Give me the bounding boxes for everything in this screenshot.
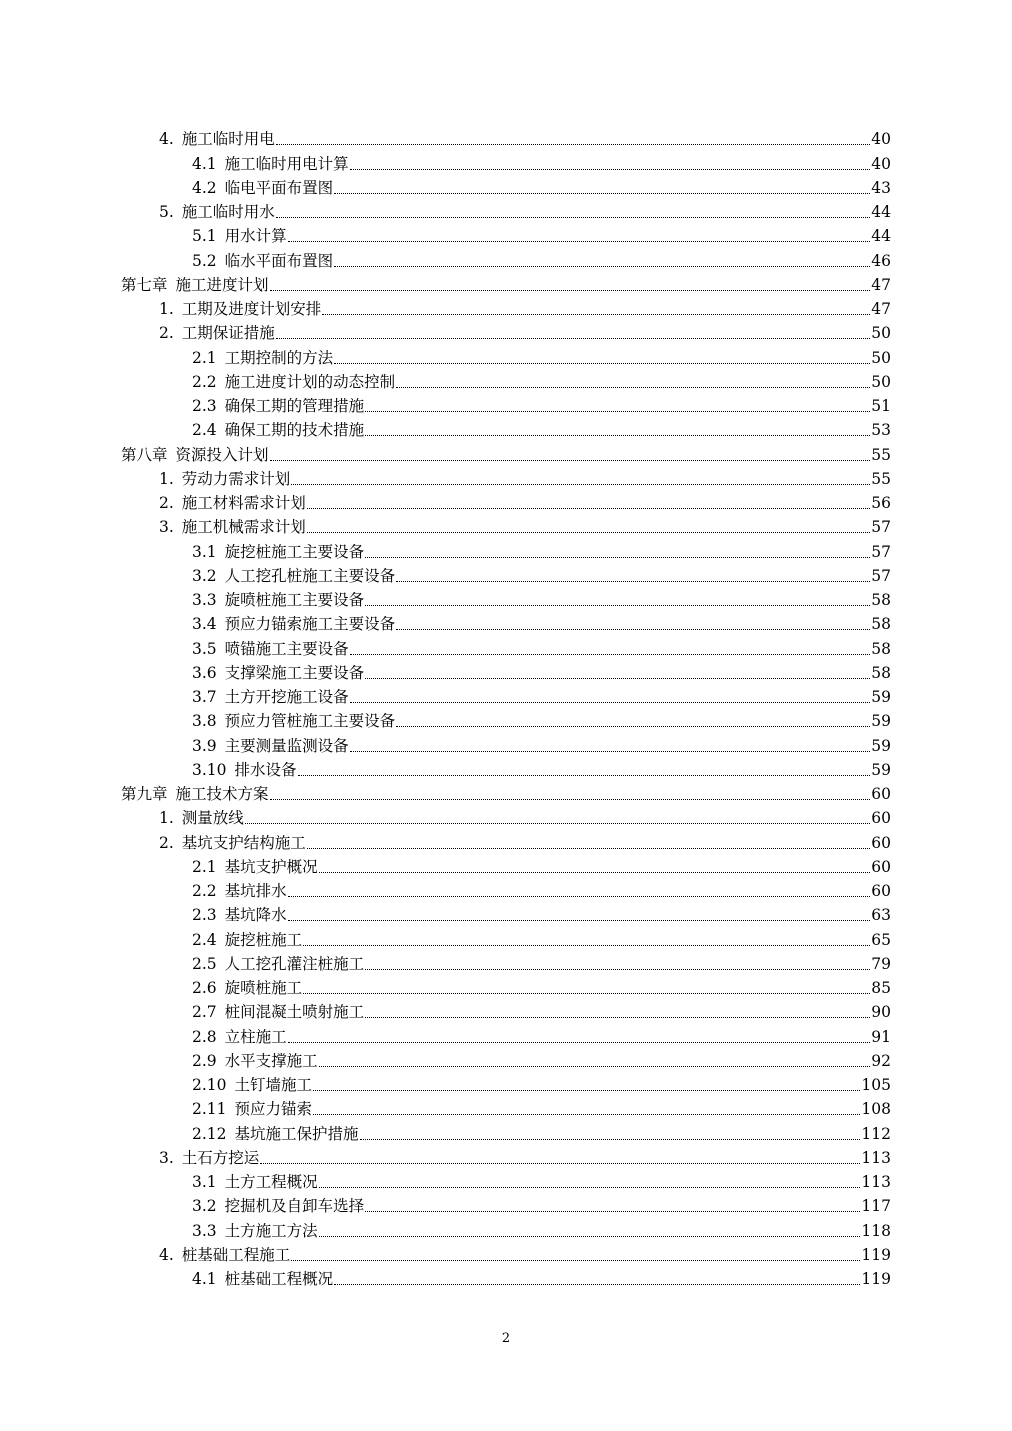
toc-entry[interactable] [121,806,891,830]
toc-entry-number: 第七章 [121,275,168,294]
toc-entry[interactable] [121,612,891,636]
toc-entry-title: 基坑降水 [224,906,287,925]
toc-entry[interactable] [121,151,891,175]
dot-leader [334,176,870,200]
dot-leader [365,1194,860,1218]
toc-entry-title: 测量放线 [181,809,244,828]
toc-entry-number: 3.4 [192,615,217,634]
dot-leader [319,855,871,879]
toc-entry-number: 3.3 [192,1221,217,1240]
toc-entry-title: 用水计算 [224,227,287,246]
toc-entry-title: 土方开挖施工设备 [224,688,349,706]
toc-entry-title: 支撑梁施工主要设备 [224,663,365,682]
toc-entry-number: 2.11 [192,1100,227,1119]
toc-entry-page: 60 [871,833,891,852]
toc-entry-title: 土钉墙施工 [234,1076,313,1094]
toc-entry[interactable] [121,1121,891,1145]
toc-entry-title: 劳动力需求计划 [181,469,291,488]
dot-leader [334,346,870,370]
toc-entry-number: 5. [159,203,174,221]
dot-leader [360,1122,861,1146]
toc-entry[interactable] [121,1194,891,1218]
toc-entry-number: 2.1 [192,348,217,367]
toc-entry[interactable] [121,442,891,466]
toc-entry-page: 58 [871,591,891,609]
toc-entry[interactable] [121,564,891,588]
toc-entry-page: 91 [871,1027,891,1046]
dot-leader [365,952,870,976]
toc-entry-page: 50 [871,348,891,367]
toc-entry-title: 施工技术方案 [175,785,269,803]
toc-entry-title: 旋喷桩施工主要设备 [224,591,365,609]
toc-entry-page: 57 [871,566,891,585]
toc-entry-number: 3.9 [192,736,217,755]
toc-entry-page: 59 [871,688,891,706]
toc-entry-number: 2.2 [192,882,217,900]
toc-entry-page: 43 [871,178,891,197]
toc-entry-page: 40 [871,154,891,173]
toc-entry-page: 59 [871,736,891,755]
toc-entry-title: 工期及进度计划安排 [181,300,322,318]
dot-leader [322,297,870,321]
toc-entry-title: 桩间混凝土喷射施工 [224,1003,365,1022]
toc-entry-page: 51 [871,397,891,415]
toc-entry-page: 40 [871,130,891,149]
toc-entry-number: 4.2 [192,178,217,197]
toc-entry[interactable] [121,297,891,321]
dot-leader [313,1073,860,1097]
toc-entry-page: 60 [871,785,891,803]
table-of-contents [121,127,891,1291]
dot-leader [396,612,870,636]
toc-entry-number: 5.1 [192,227,217,246]
toc-entry-number: 第八章 [121,445,168,464]
toc-entry-number: 3.2 [192,566,217,585]
toc-entry-number: 第九章 [121,785,168,803]
toc-entry-title: 排水设备 [234,760,297,779]
dot-leader [365,540,870,564]
toc-entry[interactable] [121,127,891,151]
toc-entry-number: 2.4 [192,421,217,440]
toc-entry-title: 临电平面布置图 [224,178,334,197]
toc-entry[interactable] [121,879,891,903]
toc-entry-page: 58 [871,663,891,682]
toc-entry-page: 59 [871,760,891,779]
toc-entry-number: 2. [159,494,174,512]
toc-entry-title: 挖掘机及自卸车选择 [224,1197,365,1216]
toc-entry[interactable] [121,976,891,1000]
toc-entry-title: 施工材料需求计划 [181,494,306,512]
toc-entry-title: 工期保证措施 [181,324,275,343]
toc-entry-page: 63 [871,906,891,925]
toc-entry-number: 3.2 [192,1197,217,1216]
dot-leader [350,685,871,709]
dot-leader [396,564,870,588]
toc-entry-title: 施工进度计划的动态控制 [224,372,396,391]
toc-entry-number: 3.10 [192,760,227,779]
toc-entry[interactable] [121,345,891,369]
toc-entry-number: 2.9 [192,1051,217,1070]
toc-entry-page: 53 [871,421,891,440]
toc-entry[interactable] [121,1146,891,1170]
toc-entry-title: 施工临时用电计算 [224,154,349,173]
toc-entry-number: 2.10 [192,1076,227,1094]
toc-entry-number: 2. [159,324,174,343]
dot-leader [303,928,870,952]
toc-entry-number: 4. [159,1245,174,1264]
dot-leader [319,1170,861,1194]
dot-leader [307,831,870,855]
toc-entry-title: 旋挖桩施工 [224,930,303,949]
toc-entry[interactable] [121,1000,891,1024]
toc-entry-page: 58 [871,615,891,634]
toc-entry-page: 117 [861,1197,891,1216]
dot-leader [334,1267,860,1291]
toc-entry-title: 预应力锚索施工主要设备 [224,615,396,634]
toc-entry[interactable] [121,1097,891,1121]
dot-leader [365,588,870,612]
toc-entry-number: 2.3 [192,906,217,925]
toc-entry-number: 2.12 [192,1124,227,1143]
toc-entry-title: 主要测量监测设备 [224,736,349,755]
dot-leader [365,1000,870,1024]
toc-entry-title: 预应力锚索 [234,1100,313,1119]
toc-entry[interactable] [121,636,891,660]
toc-entry-page: 85 [871,979,891,997]
toc-entry[interactable] [121,1170,891,1194]
toc-entry[interactable] [121,758,891,782]
toc-entry-title: 施工进度计划 [175,275,269,294]
toc-entry-page: 57 [871,518,891,537]
toc-entry[interactable] [121,661,891,685]
toc-entry-title: 桩基础工程施工 [181,1245,291,1264]
toc-entry-title: 资源投入计划 [175,445,269,464]
dot-leader [270,273,871,297]
dot-leader [291,467,870,491]
dot-leader [291,1243,860,1267]
toc-entry[interactable] [121,515,891,539]
toc-entry-page: 50 [871,324,891,343]
toc-entry-title: 桩基础工程概况 [224,1270,334,1288]
toc-entry-number: 3.3 [192,591,217,609]
toc-entry[interactable] [121,1218,891,1242]
toc-entry[interactable] [121,1024,891,1048]
toc-entry-page: 57 [871,542,891,561]
dot-leader [396,709,870,733]
toc-entry-title: 旋挖桩施工主要设备 [224,542,365,561]
toc-entry-page: 60 [871,882,891,900]
toc-entry-page: 113 [861,1148,891,1167]
toc-entry-page: 90 [871,1003,891,1022]
dot-leader [270,782,871,806]
dot-leader [260,1146,860,1170]
toc-entry-title: 基坑施工保护措施 [234,1124,359,1143]
toc-entry[interactable] [121,685,891,709]
dot-leader [288,903,871,927]
toc-entry-number: 5.2 [192,251,217,270]
toc-entry-page: 60 [871,857,891,876]
toc-entry-page: 55 [871,469,891,488]
dot-leader [313,1097,860,1121]
toc-entry-number: 2.1 [192,857,217,876]
toc-entry-page: 92 [871,1051,891,1070]
toc-entry[interactable] [121,733,891,757]
toc-entry-title: 预应力管桩施工主要设备 [224,712,396,731]
dot-leader [307,515,870,539]
dot-leader [319,1049,871,1073]
toc-entry[interactable] [121,224,891,248]
toc-entry-page: 113 [861,1173,891,1191]
toc-entry-page: 105 [861,1076,891,1094]
toc-entry-number: 1. [159,809,174,828]
toc-entry-page: 46 [871,251,891,270]
toc-entry-title: 旋喷桩施工 [224,979,303,997]
toc-entry-page: 55 [871,445,891,464]
toc-entry-title: 土方工程概况 [224,1173,318,1191]
dot-leader [307,491,870,515]
toc-entry[interactable] [121,370,891,394]
toc-entry-number: 2.6 [192,979,217,997]
toc-entry-page: 44 [871,227,891,246]
toc-entry-number: 4. [159,130,174,149]
toc-entry[interactable] [121,394,891,418]
toc-entry[interactable] [121,952,891,976]
toc-entry[interactable] [121,1049,891,1073]
toc-entry-title: 施工临时用电 [181,130,275,149]
toc-entry[interactable] [121,782,891,806]
toc-entry[interactable] [121,1267,891,1291]
toc-entry-page: 47 [871,275,891,294]
toc-entry-number: 4.1 [192,154,217,173]
toc-entry-page: 58 [871,639,891,658]
dot-leader [298,758,871,782]
toc-entry-page: 44 [871,203,891,221]
toc-entry[interactable] [121,248,891,272]
toc-entry-title: 人工挖孔桩施工主要设备 [224,566,396,585]
toc-entry-title: 基坑排水 [224,882,287,900]
toc-entry-title: 施工机械需求计划 [181,518,306,537]
toc-entry-number: 3. [159,1148,174,1167]
toc-entry-title: 基坑支护概况 [224,857,318,876]
dot-leader [288,1025,871,1049]
dot-leader [350,637,871,661]
toc-entry[interactable] [121,830,891,854]
toc-entry-number: 2.3 [192,397,217,415]
toc-entry-page: 65 [871,930,891,949]
toc-entry-number: 4.1 [192,1270,217,1288]
dot-leader [319,1219,861,1243]
toc-entry-number: 3.6 [192,663,217,682]
toc-entry-title: 立柱施工 [224,1027,287,1046]
toc-entry-page: 59 [871,712,891,731]
toc-entry[interactable] [121,927,891,951]
toc-entry[interactable] [121,321,891,345]
toc-entry-title: 工期控制的方法 [224,348,334,367]
toc-entry[interactable] [121,903,891,927]
dot-leader [276,321,870,345]
toc-entry[interactable] [121,176,891,200]
toc-entry-number: 2. [159,833,174,852]
dot-leader [350,734,871,758]
toc-entry-number: 3.1 [192,1173,217,1191]
toc-entry-title: 确保工期的技术措施 [224,421,365,440]
toc-entry-page: 118 [861,1221,891,1240]
toc-entry-title: 喷锚施工主要设备 [224,639,349,658]
toc-entry-number: 2.4 [192,930,217,949]
toc-entry-number: 1. [159,300,174,318]
dot-leader [276,127,870,151]
toc-entry-number: 2.5 [192,954,217,973]
toc-entry-title: 临水平面布置图 [224,251,334,270]
toc-entry-page: 119 [861,1270,891,1288]
toc-entry-number: 3.1 [192,542,217,561]
toc-entry[interactable] [121,200,891,224]
toc-entry-title: 土石方挖运 [181,1148,260,1167]
toc-entry[interactable] [121,1073,891,1097]
dot-leader [270,443,871,467]
toc-entry[interactable] [121,491,891,515]
dot-leader [365,418,870,442]
toc-entry-number: 3.7 [192,688,217,706]
toc-entry-number: 3. [159,518,174,537]
dot-leader [396,370,870,394]
toc-entry[interactable] [121,1243,891,1267]
toc-entry[interactable] [121,273,891,297]
toc-entry-number: 3.5 [192,639,217,658]
toc-entry-number: 2.7 [192,1003,217,1022]
dot-leader [350,152,871,176]
toc-entry-page: 112 [861,1124,891,1143]
dot-leader [365,661,870,685]
toc-entry-page: 108 [861,1100,891,1119]
toc-entry-title: 施工临时用水 [181,203,275,221]
toc-entry-page: 119 [861,1245,891,1264]
toc-entry-number: 2.2 [192,372,217,391]
toc-entry[interactable] [121,418,891,442]
toc-entry-page: 47 [871,300,891,318]
toc-entry-page: 56 [871,494,891,512]
toc-entry[interactable] [121,588,891,612]
toc-entry[interactable] [121,709,891,733]
toc-entry-number: 3.8 [192,712,217,731]
dot-leader [288,224,871,248]
toc-entry-title: 确保工期的管理措施 [224,397,365,415]
toc-entry-title: 土方施工方法 [224,1221,318,1240]
toc-entry-page: 60 [871,809,891,828]
page-number: 2 [501,1331,511,1346]
dot-leader [288,879,871,903]
toc-entry-number: 1. [159,469,174,488]
toc-entry-page: 50 [871,372,891,391]
toc-entry-title: 水平支撑施工 [224,1051,318,1070]
dot-leader [334,249,870,273]
toc-entry[interactable] [121,539,891,563]
toc-entry[interactable] [121,855,891,879]
dot-leader [276,200,870,224]
toc-entry[interactable] [121,467,891,491]
toc-entry-title: 人工挖孔灌注桩施工 [224,954,365,973]
toc-entry-title: 基坑支护结构施工 [181,833,306,852]
dot-leader [365,394,870,418]
dot-leader [245,806,870,830]
toc-entry-number: 2.8 [192,1027,217,1046]
toc-entry-page: 79 [871,954,891,973]
dot-leader [303,976,870,1000]
